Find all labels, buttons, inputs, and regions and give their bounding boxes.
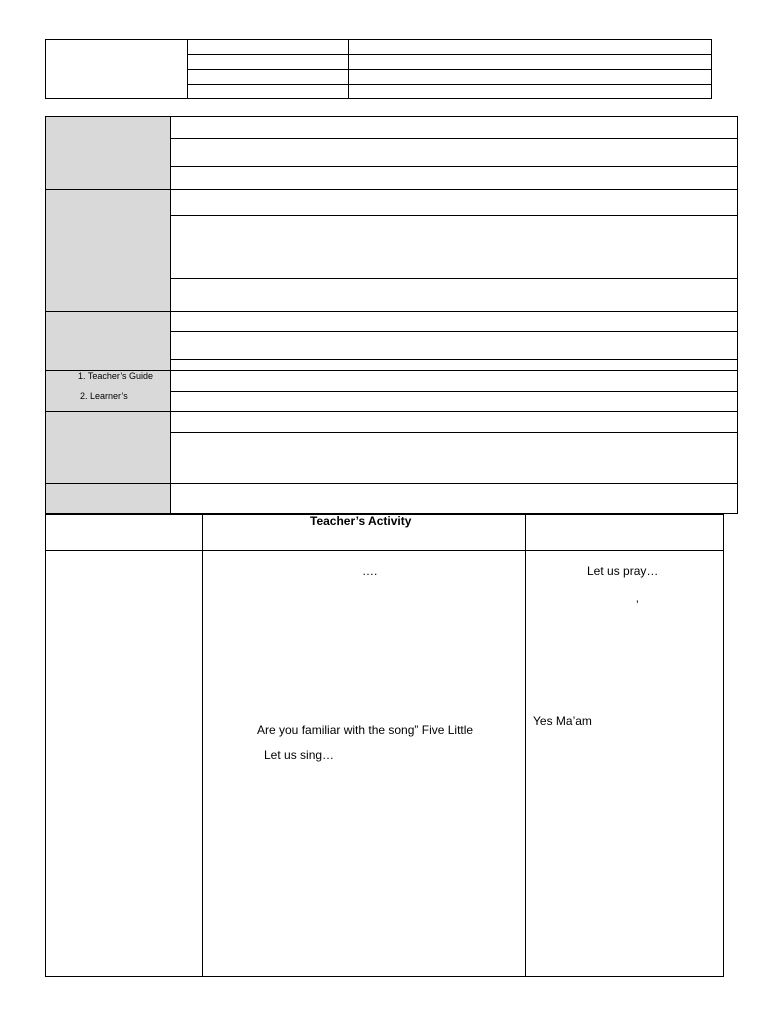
- row-line-c: [170, 215, 738, 216]
- header-row-line-2: [187, 69, 712, 70]
- pupil-line-apostrophe: ’: [636, 598, 639, 612]
- activity-header-line: [45, 550, 724, 551]
- label-cell-1: [46, 117, 170, 189]
- pupil-line-yes-maam: Yes Ma’am: [533, 714, 592, 728]
- section-line-4: [45, 411, 738, 412]
- row-line-g: [170, 391, 738, 392]
- header-row-line-1: [187, 54, 712, 55]
- row-line-e: [170, 331, 738, 332]
- label-cell-3: [46, 312, 170, 370]
- activity-table: [45, 514, 724, 977]
- teacher-line-ellipsis: ….: [362, 564, 378, 578]
- teacher-activity-header: Teacher’s Activity: [310, 514, 412, 528]
- activity-divider-2: [525, 514, 526, 977]
- row-line-h: [170, 432, 738, 433]
- section-line-1: [45, 189, 738, 190]
- row-line-b: [170, 166, 738, 167]
- label-cell-6: [46, 484, 170, 513]
- label-cell-2: [46, 190, 170, 311]
- section-line-5: [45, 483, 738, 484]
- objectives-divider: [170, 116, 171, 514]
- row-line-a: [170, 138, 738, 139]
- activity-divider-1: [202, 514, 203, 977]
- label-cell-5: [46, 412, 170, 483]
- pupil-line-let-us-pray: Let us pray…: [587, 564, 659, 578]
- teachers-guide-label: 1. Teacher’s Guide: [78, 371, 154, 381]
- learners-label: 2. Learner’s: [80, 391, 128, 401]
- teacher-line-let-us-sing: Let us sing…: [264, 748, 335, 762]
- row-line-f: [170, 359, 738, 360]
- row-line-d: [170, 278, 738, 279]
- section-line-2: [45, 311, 738, 312]
- teacher-line-song-question: Are you familiar with the song” Five Little: [257, 723, 474, 737]
- header-row-line-3: [187, 84, 712, 85]
